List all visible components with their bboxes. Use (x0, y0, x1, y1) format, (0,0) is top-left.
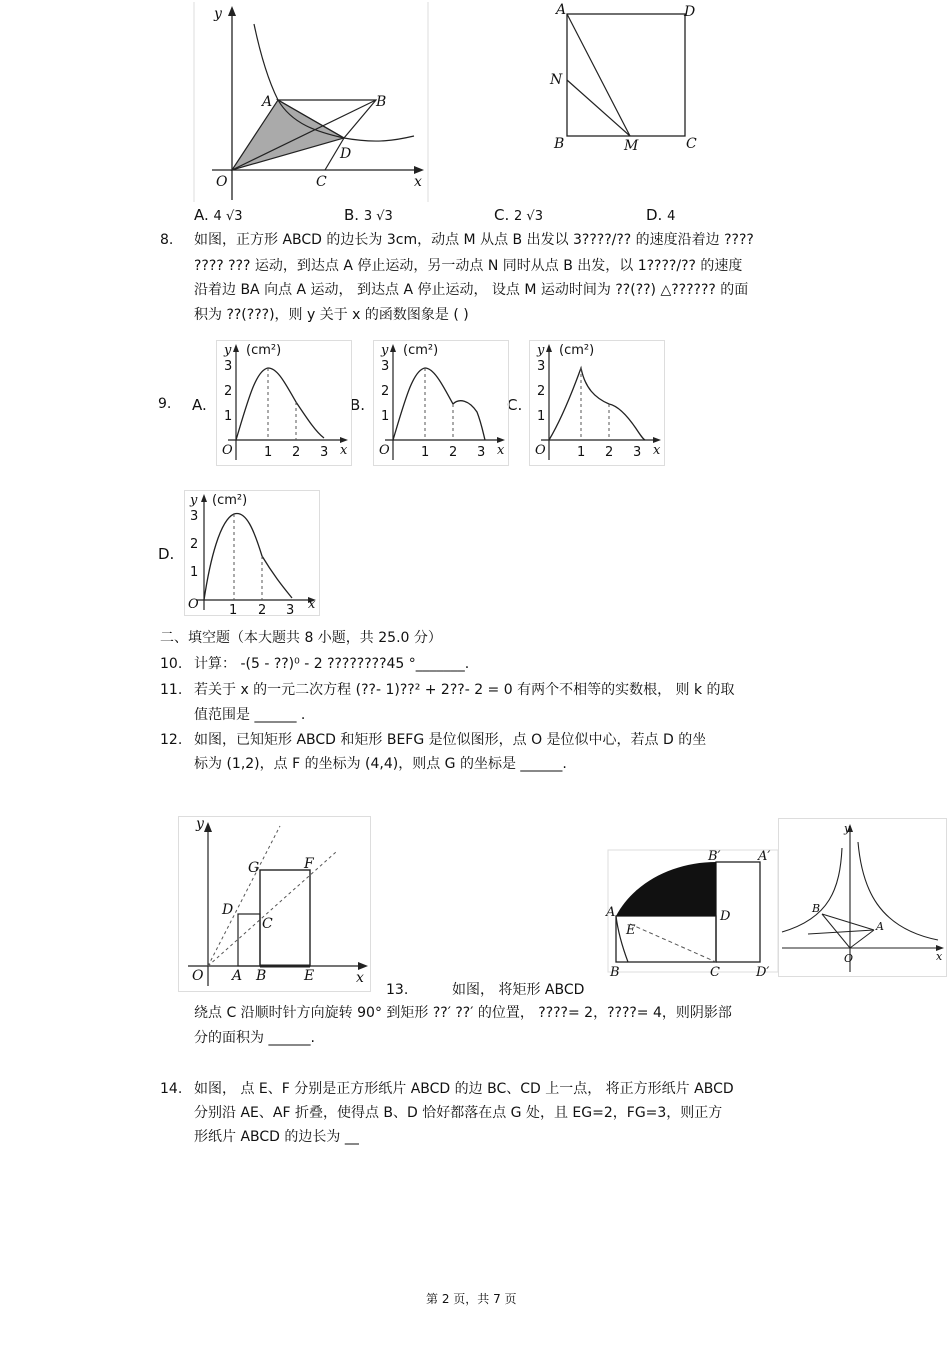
q12-label-E: E (304, 968, 315, 984)
q9a-label-x: x (340, 443, 348, 458)
q12-label-x: x (356, 970, 364, 986)
q9a-tick-x2: 2 (292, 445, 301, 460)
q9a-tick-y3: 3 (224, 359, 233, 374)
q13-label-A: A (606, 905, 616, 920)
q7-option-d-text: 4 (667, 209, 676, 224)
q9b-tick-x3: 3 (477, 445, 486, 460)
q12-label-A: A (232, 968, 243, 984)
q9c-tick-y1: 1 (537, 409, 546, 424)
q9b-label-x: x (497, 443, 505, 458)
q9a-tick-x1: 1 (264, 445, 273, 460)
section2-title: 二、填空题（本大题共 8 小题，共 25.0 分） (160, 630, 442, 646)
q11-line-2: 值范围是 ______ . (194, 707, 306, 723)
q9c-tick-y2: 2 (537, 384, 546, 399)
q13-label-B2: B′ (708, 849, 721, 864)
q7r-label-A: A (556, 2, 567, 18)
q7-option-d (646, 206, 675, 224)
q9d-tick-x1: 1 (229, 603, 238, 616)
q13-line-3: 分的面积为 ______. (194, 1030, 315, 1046)
q7-figure-right (546, 2, 706, 154)
q7-option-b (344, 206, 393, 224)
q9d-tick-x3: 3 (286, 603, 295, 616)
q7-label-A: A (262, 94, 273, 110)
q13-label-D2: D′ (756, 965, 770, 978)
q9c-label-O: O (535, 443, 546, 458)
q7-option-c (494, 206, 543, 224)
page-footer: 第 2 页，共 7 页 (426, 1292, 517, 1306)
q9-graph-c (529, 340, 665, 466)
q7-option-a-text: 4 √3 (213, 209, 243, 224)
q9c-label-y: y (537, 343, 545, 358)
q12-label-G: G (248, 860, 260, 876)
q13s-label-B: B (812, 902, 821, 915)
q8-line-4: 积为 ??(???)，则 y 关于 x 的函数图象是 ( ) (194, 307, 469, 323)
q7-label-O: O (216, 174, 228, 190)
q9a-label-unit: (cm²) (246, 343, 282, 358)
q11-number: 11. (160, 682, 183, 698)
q12-label-B: B (256, 968, 267, 984)
q13-figure (604, 846, 780, 978)
q9c-tick-x2: 2 (605, 445, 614, 460)
q13-number: 13. (386, 982, 409, 998)
q13-line-1: 如图， 将矩形 ABCD (452, 982, 585, 998)
q9a-tick-y2: 2 (224, 384, 233, 399)
q9d-label-y: y (190, 493, 198, 508)
q14-line-3: 形纸片 ABCD 的边长为 __ (194, 1129, 359, 1145)
q13-label-D: D (720, 909, 731, 924)
q9d-tick-y1: 1 (190, 565, 199, 580)
q11-line-1: 若关于 x 的一元二次方程 (??- 1)??² + 2??- 2 = 0 有两个不相等的实数根， 则 k 的取 (194, 682, 735, 698)
q9d-tick-x2: 2 (258, 603, 267, 616)
q8-line-3: 沿着边 BA 向点 A 运动， 到达点 A 停止运动， 设点 M 运动时间为 ??(??) △?????? 的面 (194, 282, 749, 298)
q7-figure-left (192, 2, 432, 202)
q7r-label-B: B (554, 136, 565, 152)
q9c-label-unit: (cm²) (559, 343, 595, 358)
q9-option-d-letter: D. (158, 545, 175, 563)
q13-label-A2: A′ (758, 849, 771, 864)
q12-number: 12. (160, 732, 183, 748)
q10-text: 计算： -(5 - ??)⁰ - 2 ????????45 °_______. (194, 656, 470, 672)
q14-line-1: 如图， 点 E、F 分别是正方形纸片 ABCD 的边 BC、CD 上一点， 将正方形纸片 ABCD (194, 1081, 734, 1097)
q7-label-B: B (376, 94, 387, 110)
q7r-label-M: M (624, 138, 639, 154)
q12-label-C: C (262, 916, 273, 932)
q9c-label-x: x (653, 443, 661, 458)
q9b-label-unit: (cm²) (403, 343, 439, 358)
q7-label-D: D (340, 146, 352, 162)
q7-label-y: y (214, 6, 222, 22)
q7-label-x: x (414, 174, 422, 190)
q13s-label-A: A (876, 920, 884, 933)
q7-option-d-letter: D. (646, 206, 663, 224)
q9b-tick-x1: 1 (421, 445, 430, 460)
q13-label-B: B (610, 965, 620, 978)
q9-option-a-letter: A. (192, 396, 207, 414)
q7-option-c-letter: C. (494, 206, 510, 224)
q9d-label-unit: (cm²) (212, 493, 248, 508)
q9-graph-a (216, 340, 352, 466)
q9-number: 9. (158, 396, 172, 412)
q9a-tick-x3: 3 (320, 445, 329, 460)
q14-number: 14. (160, 1081, 183, 1097)
q9b-label-y: y (381, 343, 389, 358)
q9-graph-d (184, 490, 320, 616)
q9b-tick-y3: 3 (381, 359, 390, 374)
q12-line-2: 标为 (1,2)，点 F 的坐标为 (4,4)，则点 G 的坐标是 ______. (194, 756, 567, 772)
q9c-tick-x1: 1 (577, 445, 586, 460)
q12-line-1: 如图，已知矩形 ABCD 和矩形 BEFG 是位似图形，点 O 是位似中心，若点 D 的坐 (194, 732, 707, 748)
q9a-tick-y1: 1 (224, 409, 233, 424)
q9-graph-b (373, 340, 509, 466)
q7r-label-D: D (684, 4, 696, 20)
q9-option-c-letter: C. (507, 396, 523, 414)
q12-label-D: D (222, 902, 234, 918)
q9b-label-O: O (379, 443, 390, 458)
q7-option-a (194, 206, 243, 224)
q9d-label-x: x (308, 597, 316, 612)
q7-option-b-letter: B. (344, 206, 360, 224)
q10-number: 10. (160, 656, 183, 672)
q14-line-2: 分别沿 AE、AF 折叠，使得点 B、D 恰好都落在点 G 处，且 EG=2，FG=3，则正方 (194, 1105, 723, 1121)
q9-option-b-letter: B. (350, 396, 366, 414)
q9c-tick-x3: 3 (633, 445, 642, 460)
q13-side-figure (778, 818, 948, 978)
q9c-tick-y3: 3 (537, 359, 546, 374)
q9a-label-O: O (222, 443, 233, 458)
q9b-tick-y2: 2 (381, 384, 390, 399)
q9b-tick-y1: 1 (381, 409, 390, 424)
q12-label-y: y (196, 816, 204, 832)
q7r-label-C: C (686, 136, 697, 152)
q8-line-2: ???? ??? 运动，到达点 A 停止运动，另一动点 N 同时从点 B 出发，以 1????/?? 的速度 (194, 258, 743, 274)
q9d-tick-y3: 3 (190, 509, 199, 524)
q13-line-2: 绕点 C 沿顺时针方向旋转 90° 到矩形 ??′ ??′ 的位置， ????= 2，????= 4，则阴影部 (194, 1005, 732, 1021)
q8-number: 8. (160, 232, 174, 248)
q9a-label-y: y (224, 343, 232, 358)
q7-label-C: C (316, 174, 327, 190)
q7-option-c-text: 2 √3 (514, 209, 543, 224)
q9d-tick-y2: 2 (190, 537, 199, 552)
q7r-label-N: N (550, 72, 563, 88)
q7-option-b-text: 3 √3 (363, 209, 393, 224)
q13-label-E: E (626, 923, 636, 938)
q13s-label-x: x (936, 950, 943, 963)
q13s-label-O: O (844, 952, 854, 965)
q12-label-F: F (304, 856, 314, 872)
q9b-tick-x2: 2 (449, 445, 458, 460)
q7-option-a-letter: A. (194, 206, 209, 224)
q13s-label-y: y (844, 822, 851, 835)
q12-figure (178, 816, 372, 992)
q12-label-O: O (192, 968, 204, 984)
q9d-label-O: O (188, 597, 199, 612)
q8-line-1: 如图，正方形 ABCD 的边长为 3cm，动点 M 从点 B 出发以 3????/?? 的速度沿着边 ???? (194, 232, 754, 248)
q13-label-C: C (710, 965, 720, 978)
